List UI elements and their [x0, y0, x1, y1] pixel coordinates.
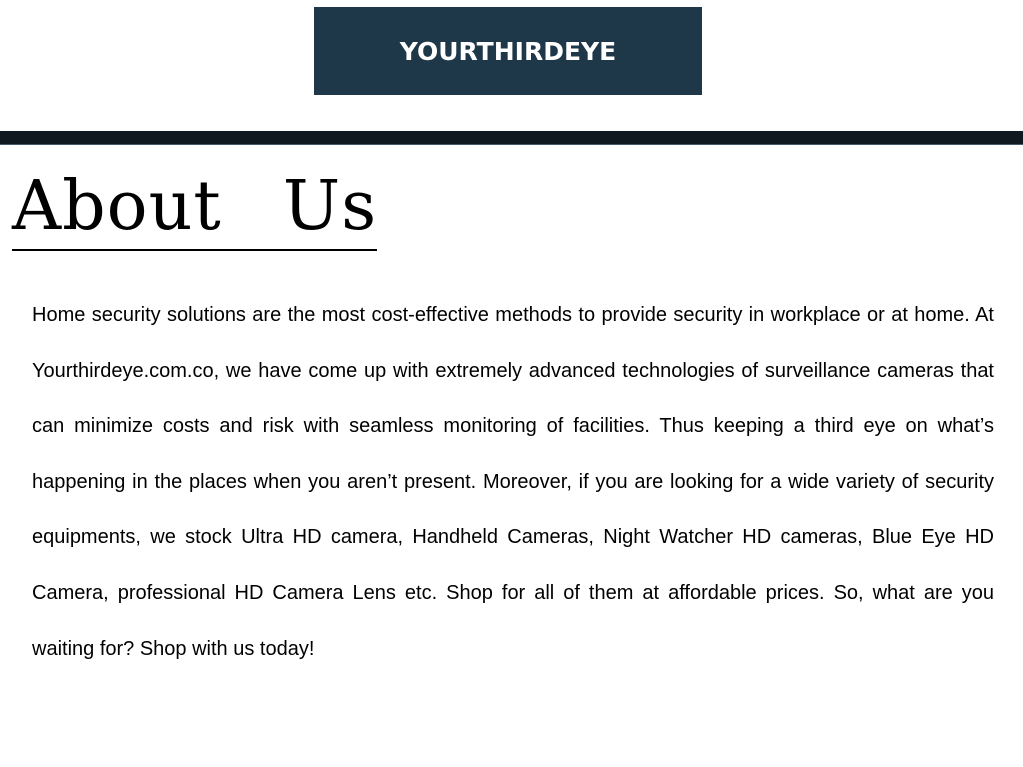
page-title: About Us: [12, 165, 377, 251]
brand-logo-text: YOURTHIRDEYE: [399, 36, 617, 66]
brand-logo: [314, 7, 702, 95]
header-divider: [0, 131, 1023, 145]
about-paragraph: Home security solutions are the most cost-effective methods to provide security in workplace or at home. At Yourthirdeye.com.co, we have come up with extremely advanced technologies of surveillance cameras that can minimize costs and risk with seamless monitoring of facilities. Thus keeping a third eye on what’s happening in the places when you aren’t present. Moreover, if you are looking for a wide variety of security equipments, we stock Ultra HD camera, Handheld Cameras, Night Watcher HD cameras, Blue Eye HD Camera, professional HD Camera Lens etc. Shop for all of them at affordable prices. So, what are you waiting for? Shop with us today!: [32, 304, 994, 660]
